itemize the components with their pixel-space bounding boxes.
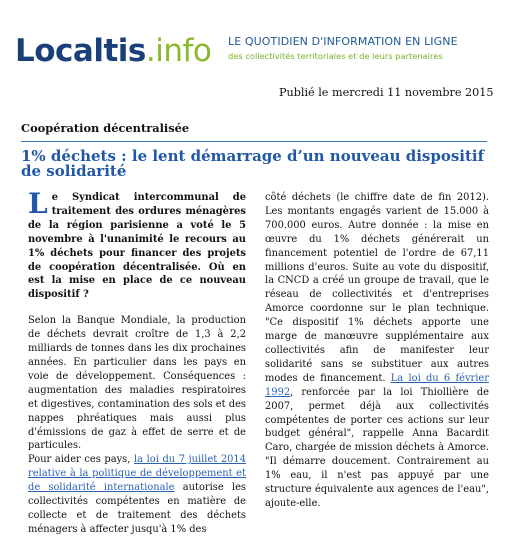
paragraph-text: Pour aider ces pays, xyxy=(28,454,134,466)
paragraph-text: autorise les collectivités compétentes en matière de collecte et de traitement des déchets ménagers à affecter jusqu'à 1% des xyxy=(28,482,246,535)
paragraph-text: , renforcée par la loi Thiollière de 2007, permet déjà aux collectivités compétentes de porter ces actions sur leur budget général", rappelle Anna Bacardit Caro, chargée de mission déchets à Amorce. "Il démarre doucement. Contrairement au 1% eau, il n'est pas appuyé par une structure équivalente aux agences de l'eau", ajoute-elle. xyxy=(265,386,489,509)
site-header xyxy=(0,0,505,95)
body-paragraph xyxy=(265,191,489,511)
site-subtagline: des collectivités territoriales et de leurs partenaires xyxy=(228,51,443,61)
law-2014-link[interactable]: la loi du 7 juillet 2014 relative à la politique de développement et de solidarité internationale xyxy=(28,454,246,494)
logo-main: Localtis xyxy=(15,33,146,69)
drop-cap: L xyxy=(28,187,48,220)
title-divider xyxy=(21,141,487,142)
article-column-left xyxy=(28,187,246,537)
article-title: 1% déchets : le lent démarrage d’un nouveau dispositif de solidarité xyxy=(21,147,485,180)
body-paragraph: Selon la Banque Mondiale, la production de déchets devrait croître de 1,3 à 2,2 milliards de tonnes dans les dix prochaines années. En particulier dans les pays en voie de développement. Conséquences : augmentation des maladies respiratoires et digestives, contamination des sols et des nappes phréatiques mais aussi plus d'émissions de gaz à effet de serre et de particules. xyxy=(28,315,246,452)
paragraph-text: côté déchets (le chiffre date de fin 2012). Les montants engagés varient de 15.000 à 700.000 euros. Autre donnée : la mise en œuvre du 1% déchets générerait un financement potentiel de l'ordre de 67,11 millions d'euros. Suite au vote du dispositif, la CNCD a créé un groupe de travail, que le réseau de collectivités et d'entreprises Amorce coordonne sur le plan technique. "Ce dispositif 1% déchets apporte une marge de manœuvre supplémentaire aux collectivités afin de manifester leur solidarité sans se substituer aux autres modes de financement. xyxy=(265,192,489,384)
article-column-right xyxy=(265,191,489,511)
body-paragraph xyxy=(28,453,246,536)
article-rubric: Coopération décentralisée xyxy=(21,121,190,135)
law-1992-link[interactable]: La loi du 6 février 1992 xyxy=(265,372,489,398)
logo-extension: .info xyxy=(145,33,212,69)
article-intro xyxy=(28,187,246,302)
site-tagline: LE QUOTIDIEN D'INFORMATION EN LIGNE xyxy=(228,35,458,48)
publication-date: Publié le mercredi 11 novembre 2015 xyxy=(279,86,494,99)
intro-text: e Syndicat intercommunal de traitement des ordures ménagères de la région parisienne a voté le 5 novembre à l'unanimité le recours au 1% déchets pour financer des projets de coopération décentralisée. Où en est la mise en place de ce nouveau dispositif ? xyxy=(28,192,246,301)
site-logo[interactable] xyxy=(15,33,212,69)
